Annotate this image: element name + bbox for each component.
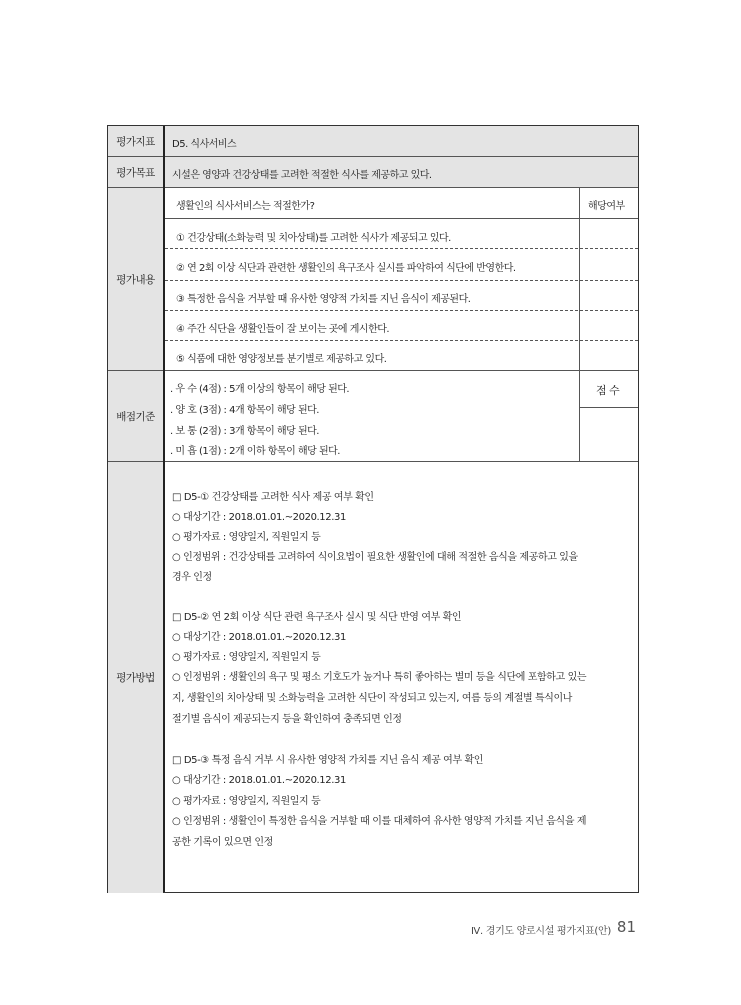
method-line: 지, 생활인의 치아상태 및 소화능력을 고려한 식단이 작성되고 있는지, 여름 등의 계절별 특식이나	[172, 693, 573, 704]
content-item: ② 연 2회 이상 식단과 관련한 생활인의 욕구조사 실시를 파악하여 식단에 반영한다.	[176, 263, 516, 274]
row-header-score: 배점기준	[108, 371, 163, 461]
score-item: . 보 통 (2점) : 3개 항목이 해당 된다.	[170, 426, 319, 437]
method-line: 절기별 음식이 제공되는지 등을 확인하여 충족되면 인정	[172, 714, 402, 725]
dashed-divider	[165, 248, 638, 249]
content-item: ⑤ 식품에 대한 영양정보를 분기별로 제공하고 있다.	[176, 354, 387, 365]
goal-value: 시설은 영양과 건강상태를 고려한 적절한 식사를 제공하고 있다.	[172, 170, 432, 181]
method-line: ○ 대상기간 : 2018.01.01.~2020.12.31	[172, 512, 346, 523]
dashed-divider	[165, 340, 638, 341]
divider	[108, 156, 638, 157]
method-line: ○ 평가자료 : 영양일지, 직원일지 등	[172, 532, 321, 543]
score-item: . 우 수 (4점) : 5개 이상의 항목이 해당 된다.	[170, 384, 350, 395]
method-line: □ D5-② 연 2회 이상 식단 관련 욕구조사 실시 및 식단 반영 여부 확인	[172, 612, 462, 623]
divider	[108, 187, 638, 188]
evaluation-table	[107, 125, 639, 893]
divider	[579, 407, 638, 408]
content-item: ④ 주간 식단을 생활인들이 잘 보이는 곳에 게시한다.	[176, 324, 390, 335]
dashed-divider	[165, 280, 638, 281]
score-item: . 미 흡 (1점) : 2개 이하 항목이 해당 된다.	[170, 446, 340, 457]
divider	[165, 218, 638, 219]
row-header-method: 평가방법	[108, 462, 163, 893]
method-line: □ D5-③ 특정 음식 거부 시 유사한 영양적 가치를 지닌 음식 제공 여부 확인	[172, 755, 483, 766]
method-line: □ D5-① 건강상태를 고려한 식사 제공 여부 확인	[172, 492, 374, 503]
indicator-value: D5. 식사서비스	[172, 139, 237, 150]
score-col-header: 점 수	[596, 384, 620, 397]
content-question: 생활인의 식사서비스는 적절한가?	[176, 201, 315, 212]
content-right-divider	[579, 188, 580, 370]
row-header-indicator: 평가지표	[108, 126, 163, 156]
method-line: ○ 인정범위 : 건강상태를 고려하여 식이요법이 필요한 생활인에 대해 적절한 음식을 제공하고 있을	[172, 552, 578, 563]
method-line: ○ 인정범위 : 생활인의 욕구 및 평소 기호도가 높거나 특히 좋아하는 별미 등을 식단에 포함하고 있는	[172, 672, 587, 683]
footer-text: Ⅳ. 경기도 양로시설 평가지표(안)	[471, 926, 611, 937]
method-line: ○ 대상기간 : 2018.01.01.~2020.12.31	[172, 775, 346, 786]
method-line: 공한 기록이 있으면 인정	[172, 837, 273, 848]
row-header-goal: 평가목표	[108, 157, 163, 187]
score-item: . 양 호 (3점) : 4개 항목이 해당 된다.	[170, 405, 319, 416]
page-number: 81	[616, 918, 636, 936]
method-line: ○ 평가자료 : 영양일지, 직원일지 등	[172, 796, 321, 807]
row-header-content: 평가내용	[108, 188, 163, 370]
method-line: ○ 대상기간 : 2018.01.01.~2020.12.31	[172, 632, 346, 643]
column-divider	[163, 126, 165, 892]
content-item: ① 건강상태(소화능력 및 치아상태)를 고려한 식사가 제공되고 있다.	[176, 233, 451, 244]
divider	[108, 461, 638, 462]
content-col-header: 해당여부	[588, 201, 625, 212]
divider	[108, 370, 638, 371]
score-right-divider	[579, 371, 580, 461]
content-item: ③ 특정한 음식을 거부할 때 유사한 영양적 가치를 지닌 음식이 제공된다.	[176, 294, 471, 305]
method-line: ○ 인정범위 : 생활인이 특정한 음식을 거부할 때 이를 대체하여 유사한 영양적 가치를 지닌 음식을 제	[172, 816, 587, 827]
method-line: 경우 인정	[172, 572, 212, 583]
dashed-divider	[165, 310, 638, 311]
method-line: ○ 평가자료 : 영양일지, 직원일지 등	[172, 652, 321, 663]
